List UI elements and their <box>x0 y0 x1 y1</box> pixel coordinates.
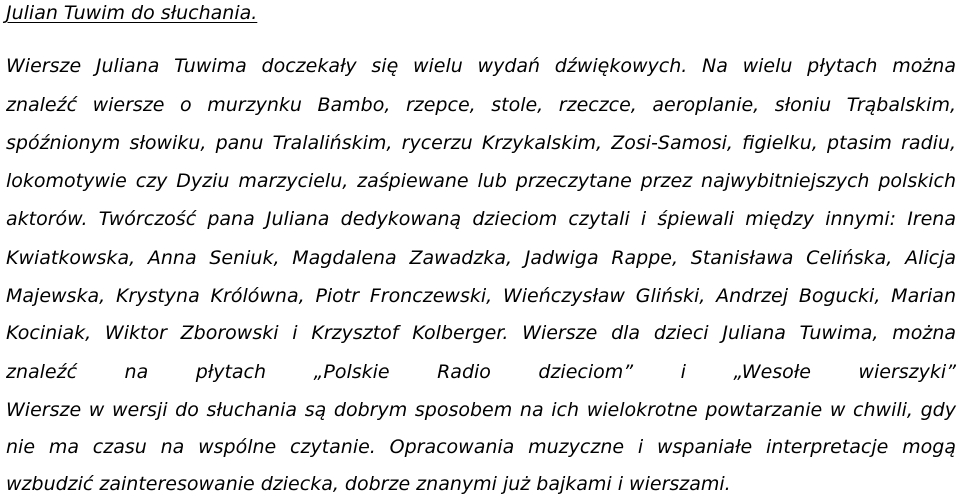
paragraph-line: spóźnionym słowiku, panu Tralalińskim, rycerzu Krzykalskim, Zosi-Samosi, figielku, ptasim radiu, <box>6 132 956 154</box>
paragraph-line: nie ma czasu na wspólne czytanie. Opracowania muzyczne i wspaniałe interpretacje mogą <box>6 436 956 458</box>
paragraph-line: znaleźć na płytach „Polskie Radio dzieciom” i „Wesołe wierszyki” <box>6 361 956 383</box>
paragraph-line: Majewska, Krystyna Królówna, Piotr Fronczewski, Wieńczysław Gliński, Andrzej Bogucki, Marian <box>6 285 956 307</box>
paragraph-line: lokomotywie czy Dyziu marzycielu, zaśpiewane lub przeczytane przez najwybitniejszych polskich <box>6 170 956 192</box>
paragraph-line: Kociniak, Wiktor Zborowski i Krzysztof Kolberger. Wiersze dla dzieci Juliana Tuwima, można <box>6 322 956 344</box>
paragraph-line: znaleźć wiersze o murzynku Bambo, rzepce, stole, rzeczce, aeroplanie, słoniu Trąbalskim, <box>6 94 956 116</box>
paragraph-line: wzbudzić zainteresowanie dziecka, dobrze znanymi już bajkami i wierszami. <box>6 473 731 495</box>
paragraph-line: Wiersze Juliana Tuwima doczekały się wielu wydań dźwiękowych. Na wielu płytach można <box>6 55 956 77</box>
document-heading: Julian Tuwim do słuchania. <box>6 2 258 24</box>
paragraph-line: Kwiatkowska, Anna Seniuk, Magdalena Zawadzka, Jadwiga Rappe, Stanisława Celińska, Alicja <box>6 247 956 269</box>
paragraph-line: aktorów. Twórczość pana Juliana dedykowaną dzieciom czytali i śpiewali między innymi: Irena <box>6 208 956 230</box>
paragraph-line: Wiersze w wersji do słuchania są dobrym sposobem na ich wielokrotne powtarzanie w chwili, gdy <box>6 399 956 421</box>
